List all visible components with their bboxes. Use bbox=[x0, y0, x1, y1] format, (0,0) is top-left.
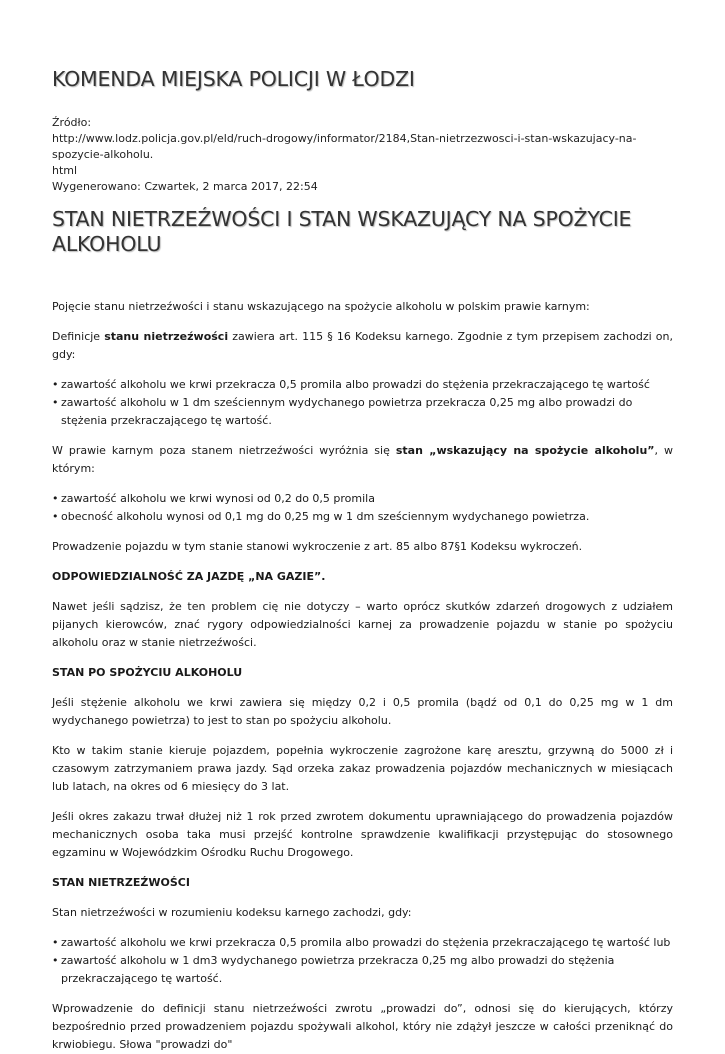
source-meta bbox=[52, 115, 673, 195]
definition-paragraph-2 bbox=[52, 442, 673, 478]
paragraph-3: Kto w takim stanie kieruje pojazdem, popełnia wykroczenie zagrożone karę aresztu, grzywną do 5000 zł i czasowym zatrzymaniem prawa jazdy. Sąd orzeka zakaz prowadzenia pojazdów mechanicznych w miesiącach lub latach, na okres od 6 miesięcy do 3 lat. bbox=[52, 744, 673, 793]
list-nietrzezwosc-1 bbox=[52, 376, 673, 430]
source-url-end: html bbox=[52, 164, 78, 177]
paragraph-6: Wprowadzenie do definicji stanu nietrzeźwości zwrotu „prowadzi do”, odnosi się do kierujących, którzy bezpośrednio przed prowadzeniem pojazdu spożywali alkohol, który nie zdążył jeszcze w całości przeniknąć do krwiobiegu. Słowa "prowadzi do" bbox=[52, 1002, 673, 1051]
article-title: STAN NIETRZEŹWOŚCI I STAN WSKAZUJĄCY NA SPOŻYCIE ALKOHOLU bbox=[52, 207, 632, 256]
heading-stan-po-spozyciu: STAN PO SPOŻYCIU ALKOHOLU bbox=[52, 666, 243, 679]
list-item: • zawartość alkoholu we krwi przekracza 0,5 promila albo prowadzi do stężenia przekraczającego tę wartość bbox=[52, 376, 673, 394]
paragraph-2: Jeśli stężenie alkoholu we krwi zawiera się między 0,2 i 0,5 promila (bądź od 0,1 do 0,25 mg w 1 dm wydychanego powietrza) to jest to stan po spożyciu alkoholu. bbox=[52, 696, 673, 727]
list-wskazujacy bbox=[52, 490, 673, 526]
list-item: • zawartość alkoholu w 1 dm sześciennym wydychanego powietrza przekracza 0,25 mg albo prowadzi do stężenia przekraczającego tę wartość. bbox=[52, 394, 673, 430]
source-url: http://www.lodz.policja.gov.pl/eld/ruch-drogowy/informator/2184,Stan-nietrzezwosci-i-stan-wskazujacy-na-spozycie-alkoholu. bbox=[52, 132, 637, 161]
def1-post: zawiera art. 115 § 16 Kodeksu karnego. Zgodnie z tym przepisem zachodzi on, gdy: bbox=[52, 330, 673, 361]
list-nietrzezwosc-2 bbox=[52, 934, 673, 988]
def2-pre: W prawie karnym poza stanem nietrzeźwości wyróżnia się bbox=[52, 444, 396, 457]
heading-stan-nietrzezwosci: STAN NIETRZEŹWOŚCI bbox=[52, 876, 190, 889]
generated-date: Wygenerowano: Czwartek, 2 marca 2017, 22:54 bbox=[52, 180, 318, 193]
paragraph-5: Stan nietrzeźwości w rozumieniu kodeksu karnego zachodzi, gdy: bbox=[52, 906, 412, 919]
article-body bbox=[52, 298, 673, 1054]
organization-title: KOMENDA MIEJSKA POLICJI W ŁODZI bbox=[52, 67, 415, 91]
paragraph-4: Jeśli okres zakazu trwał dłużej niż 1 rok przed zwrotem dokumentu uprawniającego do prowadzenia pojazdów mechanicznych osoba taka musi przejść kontrolne sprawdzenie kwalifikacji przystępując do stosownego egzaminu w Wojewódzkim Ośrodku Ruchu Drogowego. bbox=[52, 810, 673, 859]
list-item: • zawartość alkoholu we krwi wynosi od 0,2 do 0,5 promila bbox=[52, 490, 673, 508]
list-item: • zawartość alkoholu w 1 dm3 wydychanego powietrza przekracza 0,25 mg albo prowadzi do stężenia przekraczającego tę wartość. bbox=[52, 952, 673, 988]
list-item: • obecność alkoholu wynosi od 0,1 mg do 0,25 mg w 1 dm sześciennym wydychanego powietrza. bbox=[52, 508, 673, 526]
def2-bold: stan „wskazujący na spożycie alkoholu” bbox=[395, 444, 655, 457]
source-label: Źródło: bbox=[52, 116, 92, 129]
intro-paragraph: Pojęcie stanu nietrzeźwości i stanu wskazującego na spożycie alkoholu w polskim prawie karnym: bbox=[52, 300, 590, 313]
def2-post: , w którym: bbox=[52, 444, 673, 475]
def1-pre: Definicje bbox=[52, 330, 105, 343]
driving-paragraph: Prowadzenie pojazdu w tym stanie stanowi wykroczenie z art. 85 albo 87§1 Kodeksu wykroczeń. bbox=[52, 540, 583, 553]
definition-paragraph-1 bbox=[52, 328, 673, 364]
paragraph-1: Nawet jeśli sądzisz, że ten problem cię nie dotyczy – warto oprócz skutków zdarzeń drogowych z udziałem pijanych kierowców, znać rygory odpowiedzialności karnej za prowadzenie pojazdu w stanie po spożyciu alkoholu oraz w stanie nietrzeźwości. bbox=[52, 600, 673, 649]
heading-odpowiedzialnosc: ODPOWIEDZIALNOŚĆ ZA JAZDĘ „NA GAZIE”. bbox=[52, 570, 326, 583]
def1-bold: stanu nietrzeźwości bbox=[104, 330, 229, 343]
list-item: • zawartość alkoholu we krwi przekracza 0,5 promila albo prowadzi do stężenia przekraczającego tę wartość lub bbox=[52, 934, 673, 952]
